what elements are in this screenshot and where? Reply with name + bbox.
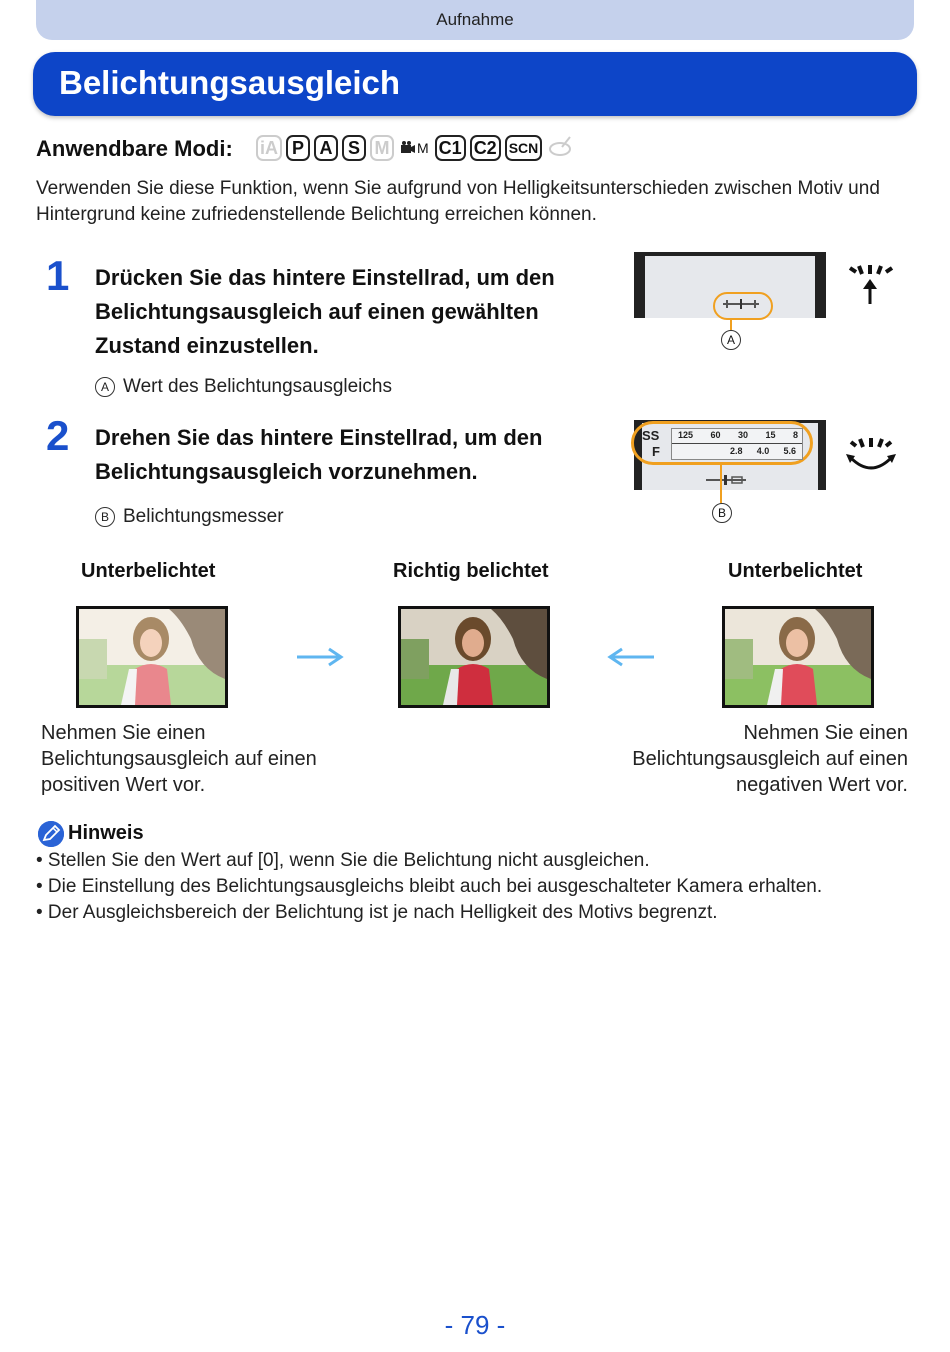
section-label: Aufnahme: [436, 10, 514, 29]
step-1-number: 1: [46, 252, 70, 299]
right-heading: Unterbelichtet: [728, 560, 863, 582]
dial-press-icon: [846, 262, 896, 306]
mode-s-icon: S: [342, 135, 366, 161]
left-heading: Unterbelichtet: [81, 560, 216, 582]
portrait-image: [725, 609, 871, 705]
screen-1-top-bezel: [634, 252, 826, 256]
hinweis-list: [36, 848, 822, 926]
center-heading: Richtig belichtet: [393, 560, 549, 582]
ss-scale: 125 60 30 15 8: [678, 430, 798, 440]
photo-overexposed: [76, 606, 228, 708]
mode-movie-icon: M: [398, 135, 431, 161]
mode-scn-icon: SCN: [505, 135, 543, 161]
hinweis-title: Hinweis: [68, 822, 144, 844]
callout-a-line: [730, 318, 732, 330]
mode-p-icon: P: [286, 135, 310, 161]
f-scale: 2.8 4.0 5.6: [730, 446, 796, 456]
page-number: - 79 -: [444, 1310, 506, 1340]
mode-m-icon: M: [370, 135, 394, 161]
ev-scale-icon: [723, 298, 759, 310]
pencil-icon: [38, 821, 64, 847]
photo-correct: [398, 606, 550, 708]
callout-b-marker: B: [712, 503, 732, 523]
mode-ia-icon: iA: [256, 135, 282, 161]
list-item: • Stellen Sie den Wert auf [0], wenn Sie die Belichtung nicht ausgleichen.: [36, 850, 650, 871]
list-item: • Die Einstellung des Belichtungsausgleichs bleibt auch bei ausgeschalteter Kamera erhalten.: [36, 876, 823, 897]
arrow-left-icon: [606, 645, 656, 669]
mode-c2-icon: C2: [470, 135, 501, 161]
mode-a-icon: A: [314, 135, 338, 161]
list-item: • Der Ausgleichsbereich der Belichtung ist je nach Helligkeit des Motivs begrenzt.: [36, 902, 718, 923]
photo-underexposed: [722, 606, 874, 708]
exposure-meter: [671, 428, 803, 460]
step-1-text: Drücken Sie das hintere Einstellrad, um den Belichtungsausgleich auf einen gewählten Zustand einzustellen.: [95, 265, 555, 358]
callout-b-line: [720, 465, 722, 503]
mode-creative-icon: [546, 135, 574, 161]
page-title: Belichtungsausgleich: [59, 64, 401, 101]
section-tab: [36, 0, 914, 40]
meter-labels: SS F: [642, 428, 660, 459]
movie-icon: [400, 140, 416, 156]
arrow-right-icon: [295, 645, 345, 669]
dial-rotate-icon: [845, 436, 897, 474]
step-1-note: A Wert des Belichtungsausgleichs: [95, 376, 392, 398]
left-caption: Nehmen Sie einen Belichtungsausgleich auf einen positiven Wert vor.: [41, 722, 317, 796]
callout-a-marker: A: [721, 330, 741, 350]
mode-c1-icon: C1: [435, 135, 466, 161]
intro-text: Verwenden Sie diese Funktion, wenn Sie aufgrund von Helligkeitsunterschieden zwischen Motiv und Hintergrund keine zufriedenstellende Belichtung erreichen können.: [36, 178, 880, 225]
step-2-text: Drehen Sie das hintere Einstellrad, um den Belichtungsausgleich vorzunehmen.: [95, 425, 543, 484]
step-2-number: 2: [46, 412, 70, 459]
title-bar: [33, 52, 917, 116]
portrait-image: [401, 609, 547, 705]
right-caption: Nehmen Sie einen Belichtungsausgleich auf einen negativen Wert vor.: [632, 722, 908, 796]
camera-screen-1: [634, 254, 826, 318]
step-2-note: B Belichtungsmesser: [95, 506, 284, 528]
portrait-image: [79, 609, 225, 705]
callout-b-icon: B: [95, 507, 115, 527]
modes-list: [256, 135, 574, 161]
ev-scale-small-icon: [706, 474, 756, 486]
modes-label: Anwendbare Modi:: [36, 136, 233, 161]
callout-a-icon: A: [95, 377, 115, 397]
